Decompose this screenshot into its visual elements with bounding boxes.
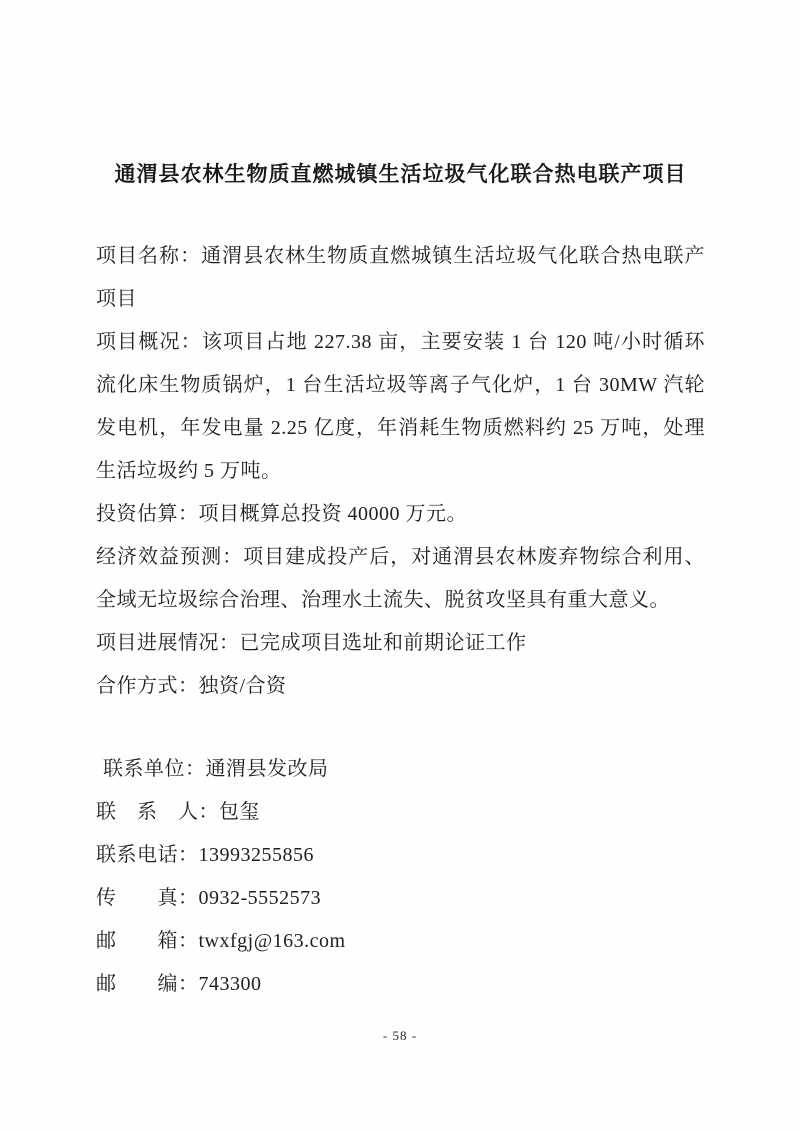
field-project-progress	[96, 622, 705, 665]
contact-person-row	[96, 791, 705, 834]
contact-value: 0932-5552573	[198, 887, 322, 909]
field-value: 项目概算总投资 40000 万元。	[198, 503, 467, 525]
contact-value: 743300	[198, 973, 262, 995]
field-label: 合作方式：	[96, 675, 199, 697]
field-project-overview	[96, 321, 705, 493]
contact-unit-row	[96, 748, 705, 791]
document-content	[96, 158, 705, 1006]
contact-fax-row	[96, 877, 705, 920]
field-value: 项目建成投产后，对通渭县农林废弃物综合利用、全域无垃圾综合治理、治理水土流失、脱贫攻坚具有重大意义。	[96, 546, 705, 611]
field-label: 投资估算：	[96, 503, 199, 525]
field-value: 已完成项目选址和前期论证工作	[239, 632, 527, 654]
contact-value: 通渭县发改局	[205, 758, 329, 780]
field-value: 独资/合资	[198, 675, 287, 697]
field-value: 该项目占地 227.38 亩，主要安装 1 台 120 吨/小时循环流化床生物质锅炉，1 台生活垃圾等离子气化炉，1 台 30MW 汽轮发电机，年发电量 2.25 亿度，年消耗生物质燃料约 25 万吨，处理生活垃圾约 5 万吨。	[96, 331, 706, 482]
contact-label: 邮 编：	[96, 973, 199, 995]
field-label: 项目名称：	[96, 245, 202, 267]
field-value: 通渭县农林生物质直燃城镇生活垃圾气化联合热电联产项目	[96, 245, 706, 310]
field-economic-benefit	[96, 536, 705, 622]
field-investment-estimate	[96, 493, 705, 536]
contact-value: 13993255856	[198, 844, 314, 866]
field-label: 经济效益预测：	[96, 546, 244, 568]
contact-label: 联 系 人：	[96, 801, 219, 823]
contact-label: 邮 箱：	[96, 930, 199, 952]
contact-email-row	[96, 920, 705, 963]
contact-value: twxfgj@163.com	[198, 930, 346, 952]
contact-value: 包玺	[219, 801, 260, 823]
page-number: - 58 -	[382, 1028, 418, 1043]
field-project-name	[96, 235, 705, 321]
contact-label: 联系单位：	[103, 758, 206, 780]
document-title: 通渭县农林生物质直燃城镇生活垃圾气化联合热电联产项目	[114, 162, 687, 186]
contact-postcode-row	[96, 963, 705, 1006]
field-label: 项目概况：	[96, 331, 202, 353]
field-cooperation-mode	[96, 665, 705, 708]
contact-phone-row	[96, 834, 705, 877]
field-label: 项目进展情况：	[96, 632, 240, 654]
contact-label: 联系电话：	[96, 844, 199, 866]
contact-label: 传 真：	[96, 887, 199, 909]
contact-section	[96, 748, 705, 1006]
